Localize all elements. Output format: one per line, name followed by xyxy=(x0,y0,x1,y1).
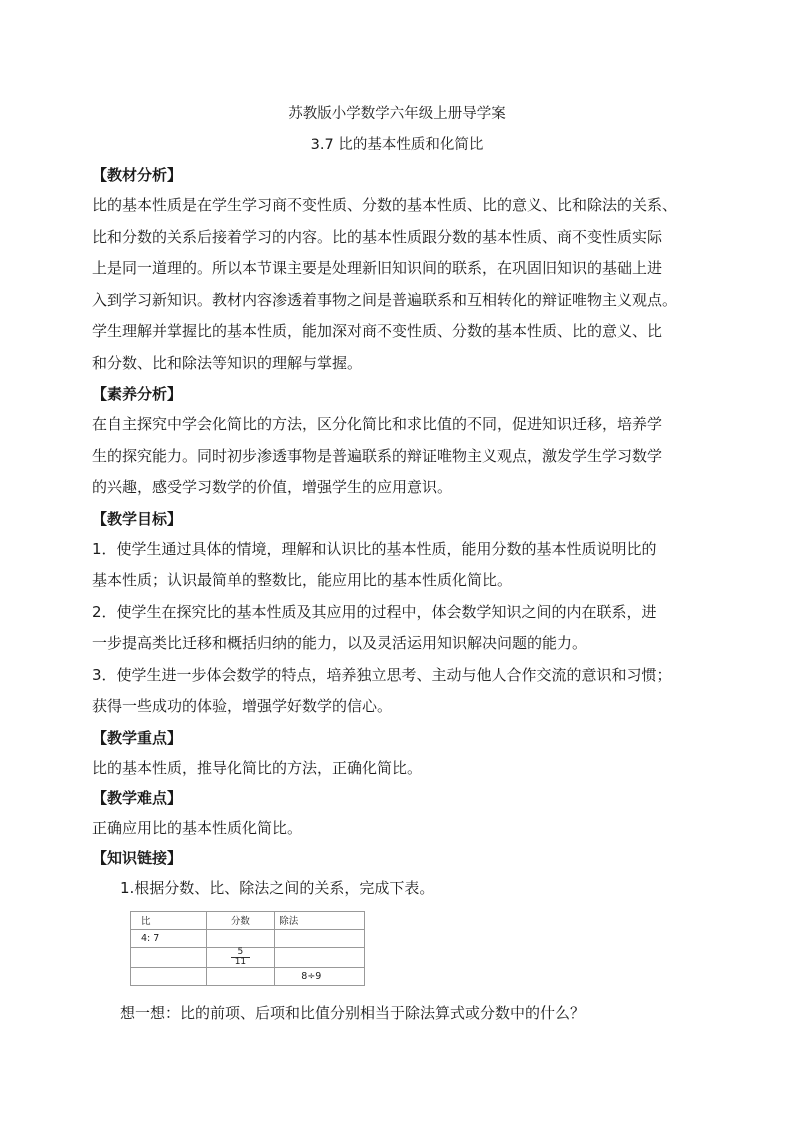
cell-ratio-blank[interactable] xyxy=(131,967,207,985)
teaching-goals-text xyxy=(92,534,708,723)
text-line: 比和分数的关系后接着学习的内容。比的基本性质跟分数的基本性质、商不变性质实际 xyxy=(92,227,663,246)
text-line: 一步提高类比迁移和概括归纳的能力，以及灵活运用知识解决问题的能力。 xyxy=(92,634,588,652)
cell-ratio-blank[interactable] xyxy=(131,947,207,967)
text-line: 入到学习新知识。教材内容渗透着事物之间是普遍联系和互相转化的辩证唯物主义观点。 xyxy=(92,290,678,309)
literacy-analysis-text xyxy=(92,409,708,504)
think-question-text: 想一想：比的前项、后项和比值分别相当于除法算式或分数中的什么？ xyxy=(120,1003,586,1022)
material-analysis-heading: 【教材分析】 xyxy=(92,166,183,184)
text-line: 比的基本性质是在学生学习商不变性质、分数的基本性质、比的意义、比和除法的关系、 xyxy=(92,196,678,214)
ratio-fraction-division-table xyxy=(130,911,365,986)
text-line: 1．使学生通过具体的情境，理解和认识比的基本性质，能用分数的基本性质说明比的 xyxy=(92,539,657,558)
literacy-analysis-heading: 【素养分析】 xyxy=(92,385,183,403)
text-line: 生的探究能力。同时初步渗透事物是普遍联系的辩证唯物主义观点，激发学生学习数学 xyxy=(92,446,663,465)
header-ratio: 比 xyxy=(131,911,207,929)
table-row xyxy=(131,967,365,985)
header-fraction: 分数 xyxy=(206,911,275,929)
key-points-text: 比的基本性质，推导化简比的方法，正确化简比。 xyxy=(92,758,423,777)
fraction xyxy=(231,948,250,967)
text-line: 上是同一道理的。所以本节课主要是处理新旧知识间的联系，在巩固旧知识的基础上进 xyxy=(92,259,663,277)
table-header-row xyxy=(131,911,365,929)
text-line: 3．使学生进一步体会数学的特点，培养独立思考、主动与他人合作交流的意识和习惯； xyxy=(92,665,672,684)
material-analysis-text xyxy=(92,190,708,379)
key-points-heading: 【教学重点】 xyxy=(92,728,183,747)
cell-division-blank[interactable] xyxy=(275,947,365,967)
text-line: 的兴趣，感受学习数学的价值，增强学生的应用意识。 xyxy=(92,478,453,496)
teaching-goals-heading: 【教学目标】 xyxy=(92,509,183,528)
cell-fraction-blank[interactable] xyxy=(206,967,275,985)
fraction-denominator: 11 xyxy=(234,956,247,967)
text-line: 学生理解并掌握比的基本性质，能加深对商不变性质、分数的基本性质、比的意义、比 xyxy=(92,322,663,340)
lesson-title: 3.7 比的基本性质和化简比 xyxy=(310,137,484,153)
text-line: 基本性质；认识最简单的整数比，能应用比的基本性质化简比。 xyxy=(92,571,513,589)
header-division: 除法 xyxy=(275,911,365,929)
document-title: 苏教版小学数学六年级上册导学案 xyxy=(288,106,506,122)
cell-fraction xyxy=(206,947,275,967)
table-row xyxy=(131,947,365,967)
cell-division-blank[interactable] xyxy=(275,929,365,947)
fraction-numerator: 5 xyxy=(231,948,250,958)
text-line: 在自主探究中学会化简比的方法，区分化简比和求比值的不同，促进知识迁移，培养学 xyxy=(92,415,663,433)
text-line: 和分数、比和除法等知识的理解与掌握。 xyxy=(92,353,363,372)
cell-division: 8÷9 xyxy=(275,967,365,985)
text-line: 获得一些成功的体验，增强学好数学的信心。 xyxy=(92,697,393,715)
table-row xyxy=(131,929,365,947)
knowledge-link-heading: 【知识链接】 xyxy=(92,848,183,867)
knowledge-task-text: 1.根据分数、比、除法之间的关系，完成下表。 xyxy=(120,878,435,897)
cell-fraction-blank[interactable] xyxy=(206,929,275,947)
text-line: 2．使学生在探究比的基本性质及其应用的过程中，体会数学知识之间的内在联系，进 xyxy=(92,602,657,621)
cell-ratio: 4: 7 xyxy=(131,929,207,947)
difficulties-heading: 【教学难点】 xyxy=(92,788,183,807)
document-body xyxy=(92,160,708,1028)
difficulties-text: 正确应用比的基本性质化简比。 xyxy=(92,818,303,837)
